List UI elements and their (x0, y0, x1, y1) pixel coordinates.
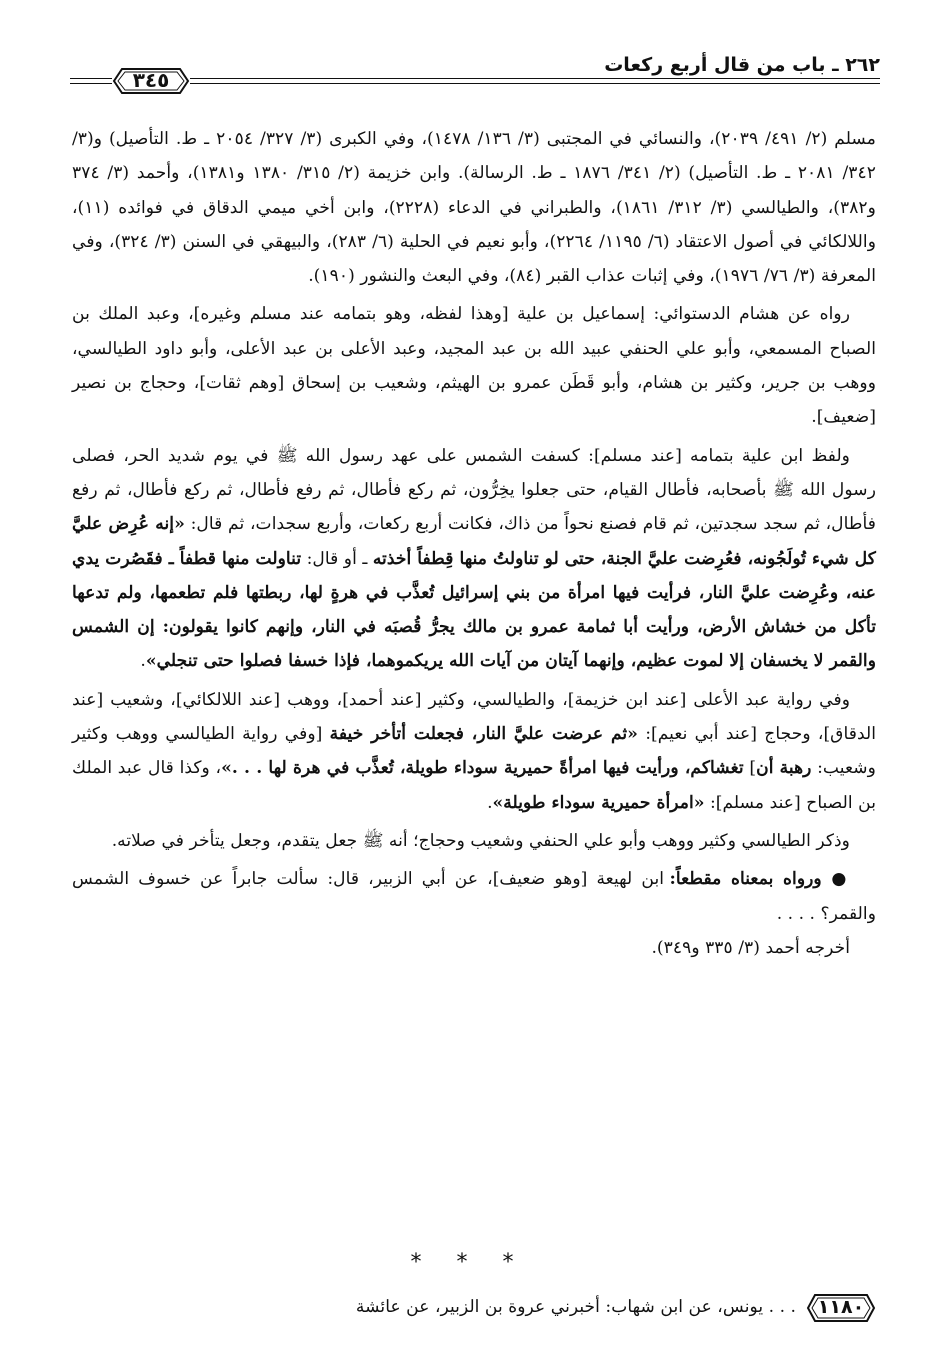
page-header (70, 52, 880, 96)
paragraph-narrators: رواه عن هشام الدستوائي: إسماعيل بن علية [وهذا لفظه، وهو بتمامه عند مسلم وغيره]، وعبد الملك بن الصباح المسمعي، وأبو علي الحنفي عبيد الله بن عبد المجيد، وعبد الأعلى بن عبد الأعلى، وأبو داود الطيالسي، ووهب بن جرير، وكثير بن هشام، وأبو قَطَن عمرو بن الهيثم، وشعيب بن إسحاق [وهم ثقات]، وحجاج بن نصير [ضعيف]. (72, 304, 876, 428)
header-rule-left-top (70, 78, 112, 79)
paragraph-takhrij: أخرجه أحمد (٣/ ٣٣٥ و٣٤٩). (651, 937, 850, 958)
variant-aside-2: ] (743, 758, 757, 779)
paragraph-note: وذكر الطيالسي وكثير ووهب وأبو علي الحنفي وشعيب وحجاج؛ أنه ﷺ جعل يتقدم، وجعل يتأخر في صلاته. (111, 830, 850, 851)
variant-quote-3: تغشاكم، ورأيت فيها امرأةً حميرية سوداء طويلة، تُعذَّب في هرة لها . . .» (221, 758, 744, 779)
hadith-quote-1: «إنه عُرِض عليَّ كل شيء تُولَجُونه، فعُرِضت عليَّ الجنة، حتى لو تناولتُ منها قِطفاً أخذته (72, 514, 876, 569)
hadith-aside: ـ أو قال: (301, 548, 373, 569)
hadith-isnad: . . . يونس، عن ابن شهاب: أخبرني عروة بن الزبير، عن عائشة (355, 1297, 796, 1317)
variant-quote-2: رهبة أن (756, 758, 812, 779)
variant-quote-4: «امرأة حميرية سوداء طويلة» (492, 792, 705, 813)
variant-aside-3: ، وكذا قال عبد الملك بن الصباح [عند مسلم]: (72, 758, 876, 813)
variant-aside-1: [وفي رواية الطيالسي ووهب وكثير وشعيب: (72, 724, 876, 779)
variant-intro: وفي رواية عبد الأعلى [عند ابن خزيمة]، والطيالسي، وكثير [عند أحمد]، ووهب [عند اللالكائي]، وشعيب [عند الدقاق]، وحجاج [عند أبي نعيم]: (72, 689, 876, 745)
paragraph-variants (72, 683, 876, 820)
running-title: ٢٦٢ ـ باب من قال أربع ركعات (604, 54, 880, 76)
next-hadith (72, 1290, 876, 1330)
bullet-heading: ● ورواه بمعناه مقطعاً: (669, 869, 850, 890)
variant-end: . (487, 792, 493, 813)
hadith-intro: ولفظ ابن علية بتمامه [عند مسلم]: كسفت الشمس على عهد رسول الله ﷺ في يوم شديد الحر، فصلى رسول الله ﷺ بأصحابه، فأطال القيام، حتى جعلوا يخِرُّون، ثم ركع فأطال، ثم رفع فأطال، ثم ركع فأطال، ثم رفع فأطال، ثم سجد سجدتين، ثم قام فصنع نحواً من ذاك، فكانت أربع ركعات، وأربع سجدات، ثم قال: (72, 445, 876, 535)
header-rule-left-bottom (70, 83, 112, 84)
paragraph-bullet (72, 862, 876, 931)
page-number: ٣٤٥ (132, 68, 170, 92)
header-rule-bottom (190, 83, 880, 84)
paragraph-sources: مسلم (٢/ ٤٩١/ ٢٠٣٩)، والنسائي في المجتبى (٣/ ١٣٦/ ١٤٧٨)، وفي الكبرى (٣/ ٣٢٧/ ٢٠٥٤ ـ ط. التأصيل) و(٣/ ٣٤٢/ ٢٠٨١ ـ ط. التأصيل) (٢/ ٣٤١/ ١٨٧٦ ـ ط. الرسالة). وابن خزيمة (٢/ ٣١٥/ ١٣٨٠ و١٣٨١)، وأحمد (٣/ ٣٧٤ و٣٨٢)، والطيالسي (٣/ ٣١٢/ ١٨٦١)، والطبراني في الدعاء (٢٢٢٨)، وابن أخي ميمي الدقاق في فوائده (١١)، واللالكائي في أصول الاعتقاد (٦/ ١١٩٥/ ٢٢٦٤)، وأبو نعيم في الحلية (٦/ ٢٨٣)، والبيهقي في السنن (٣/ ٣٢٤)، وفي المعرفة (٣/ ٧٦/ ١٩٧٦)، وفي إثبات عذاب القبر (٨٤)، وفي البعث والنشور (١٩٠). (72, 129, 876, 287)
bullet-text: ابن لهيعة [وهو ضعيف]، عن أبي الزبير، قال: سألت جابراً عن خسوف الشمس والقمر؟ . . . . (72, 869, 876, 924)
hadith-quote-2: تناولت منها قطفاً ـ فقَصُرت يدي عنه، وعُرِضت عليَّ النار، فرأيت فيها امرأة من بني إسرائيل تُعذَّب في هرةٍ لها، ربطتها فلم تطعمها، ولم تدعها تأكل من خشاش الأرض، ورأيت أبا ثمامة عمرو بن مالك يجرُّ قُصبَه في النار، وإنهم كانوا يقولون: إن الشمس والقمر لا يخسفان إلا لموت عظيم، وإنهما آيتان من آيات الله يريكموهما، فإذا خسفا فصلوا حتى تنجلي» (72, 548, 876, 672)
paragraph-hadith-text (72, 439, 876, 679)
page-number-badge (112, 65, 190, 97)
hadith-end: . (140, 651, 146, 672)
main-text (72, 122, 876, 965)
variant-quote-1: «ثم عرضت عليَّ النار، فجعلت أتأخر خيفة (329, 724, 638, 745)
hadith-number-badge (806, 1292, 876, 1324)
section-separator: * * * (410, 1250, 528, 1275)
hadith-number: ١١٨٠ (817, 1296, 865, 1318)
header-rule-top (190, 78, 880, 79)
